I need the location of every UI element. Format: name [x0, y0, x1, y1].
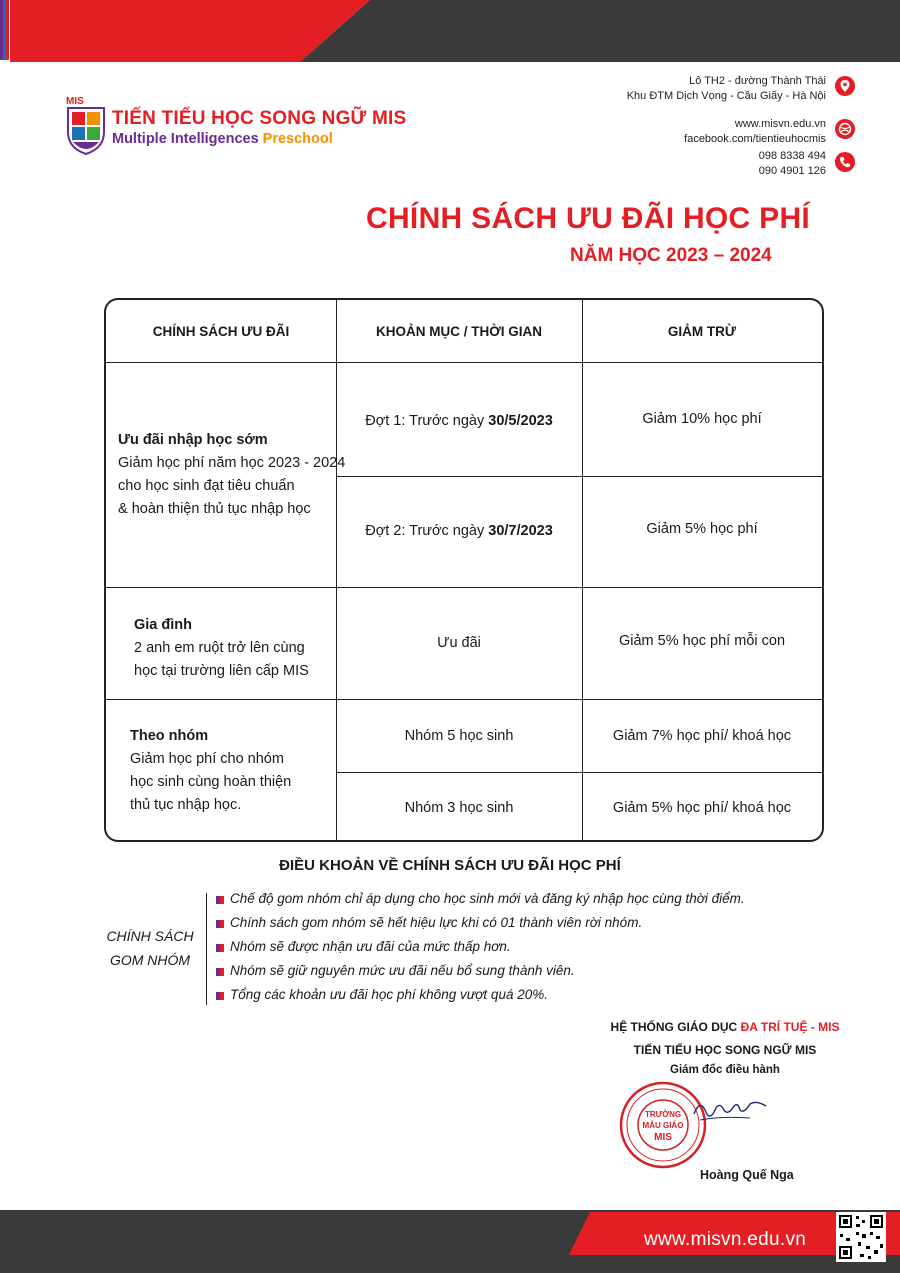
group-policy-label: CHÍNH SÁCH GOM NHÓM	[106, 928, 194, 968]
policy-family: Gia đình 2 anh em ruột trở lên cùng học tại trường liên cấp MIS	[134, 617, 309, 679]
item-group-5: Nhóm 5 học sinh	[404, 728, 514, 744]
footer-website-link[interactable]: www.misvn.edu.vn	[644, 1229, 807, 1250]
header-item: KHOẢN MỤC / THỜI GIAN	[375, 324, 542, 339]
term-item: Nhóm sẽ giữ nguyên mức ưu đãi nếu bổ sung thành viên.	[230, 963, 575, 978]
website-link[interactable]: www.misvn.edu.vn	[734, 118, 826, 130]
phone-icon	[835, 152, 855, 172]
discount-group-5: Giảm 7% học phí/ khoá học	[612, 728, 792, 744]
term-item: Nhóm sẽ được nhận ưu đãi của mức thấp hơn.	[230, 939, 511, 954]
logo-title: TIẾN TIỂU HỌC SONG NGỮ MIS	[112, 108, 407, 129]
bullet-icon	[216, 944, 224, 952]
bullet-icon	[216, 920, 224, 928]
svg-text:MẪU GIÁO: MẪU GIÁO	[642, 1121, 684, 1130]
item-group-3: Nhóm 3 học sinh	[404, 800, 514, 816]
bullet-icon	[216, 992, 224, 1000]
address: Lô TH2 - đường Thành Thái Khu ĐTM Dịch Vọng - Cầu Giấy - Hà Nội	[626, 75, 826, 102]
svg-text:TRƯỜNG: TRƯỜNG	[644, 1110, 682, 1119]
terms-divider	[206, 893, 207, 1005]
qr-code-icon	[836, 1212, 886, 1262]
term-item: Chế độ gom nhóm chỉ áp dụng cho học sinh mới và đăng ký nhập học cùng thời điểm.	[230, 891, 745, 906]
discount-table	[104, 298, 824, 842]
logo-subtitle: Multiple Intelligences Preschool	[112, 131, 333, 147]
logo-mark-text: MIS	[66, 96, 84, 107]
discount-family: Giảm 5% học phí mỗi con	[618, 633, 786, 649]
header-discount: GIẢM TRỪ	[667, 324, 737, 339]
phone-numbers: 098 8338 494 090 4901 126	[758, 150, 826, 177]
signature-title: Giám đốc điều hành	[670, 1064, 780, 1076]
signature-school: TIẾN TIỂU HỌC SONG NGỮ MIS	[633, 1043, 817, 1057]
handwritten-signature-icon	[690, 1092, 770, 1132]
bullet-icon	[216, 968, 224, 976]
item-round-2: Đợt 2: Trước ngày 30/7/2023	[365, 523, 553, 539]
signature-org: HỆ THỐNG GIÁO DỤC ĐA TRÍ TUỆ - MIS	[610, 1020, 840, 1034]
item-family: Ưu đãi	[437, 635, 481, 651]
terms-title: ĐIỀU KHOẢN VỀ CHÍNH SÁCH ƯU ĐÃI HỌC PHÍ	[279, 857, 621, 874]
item-round-1: Đợt 1: Trước ngày 30/5/2023	[365, 413, 553, 429]
web-info	[684, 117, 826, 147]
page-title: CHÍNH SÁCH ƯU ĐÃI HỌC PHÍ	[366, 202, 811, 235]
facebook-link[interactable]: facebook.com/tientieuhocmis	[684, 133, 826, 145]
term-item: Tổng các khoản ưu đãi học phí không vượt quá 20%.	[230, 987, 548, 1002]
page-subtitle: NĂM HỌC 2023 – 2024	[570, 245, 772, 266]
signer-name: Hoàng Quế Nga	[700, 1168, 794, 1182]
school-logo-icon	[66, 98, 106, 156]
policy-early-enrollment: Ưu đãi nhập học sớm Giảm học phí năm học 2023 - 2024 cho học sinh đạt tiêu chuẩn & hoàn thiện thủ tục nhập học	[118, 432, 346, 517]
discount-round-1: Giảm 10% học phí	[642, 411, 762, 427]
bullet-icon	[216, 896, 224, 904]
discount-round-2: Giảm 5% học phí	[646, 521, 758, 537]
svg-text:MIS: MIS	[654, 1132, 672, 1143]
location-pin-icon	[835, 76, 855, 96]
term-item: Chính sách gom nhóm sẽ hết hiệu lực khi có 01 thành viên rời nhóm.	[230, 915, 643, 930]
policy-group: Theo nhóm Giảm học phí cho nhóm học sinh cùng hoàn thiện thủ tục nhập học.	[130, 728, 292, 813]
globe-icon	[835, 119, 855, 139]
discount-group-3: Giảm 5% học phí/ khoá học	[612, 800, 792, 816]
header-policy: CHÍNH SÁCH ƯU ĐÃI	[152, 324, 290, 339]
